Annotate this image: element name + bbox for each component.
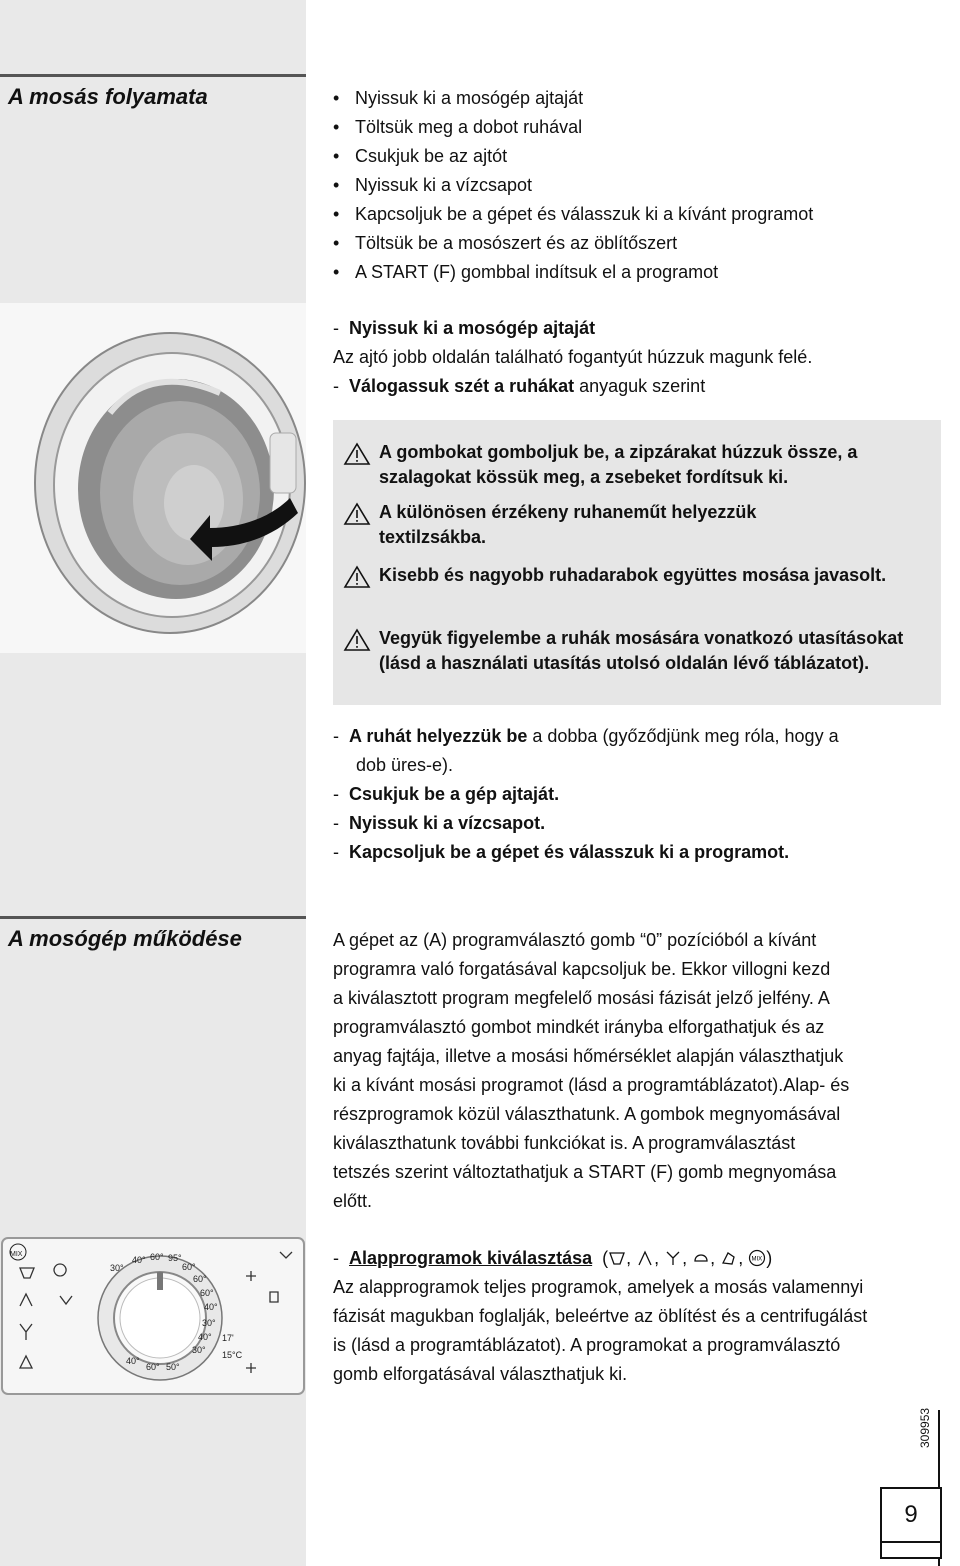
list-item: • Töltsük be a mosószert és az öblítőszert (333, 229, 813, 258)
dial-temp: 60° (182, 1262, 196, 1272)
page-number-box (880, 1487, 942, 1559)
step-load-laundry-cont: dob üres-e). (356, 755, 454, 775)
delicate-icon (664, 1249, 682, 1267)
step-sort-laundry: - Válogassuk szét a ruhákat anyaguk szerint (333, 376, 706, 396)
section-title-wash-process: A mosás folyamata (8, 84, 208, 109)
dial-temp: 30° (202, 1318, 216, 1328)
warning-item: A különösen érzékeny ruhaneműt helyezzük textilzsákba. (343, 500, 933, 550)
section-rule-2 (0, 916, 306, 919)
section-title-machine-operation: A mosógép működése (8, 926, 242, 951)
warning-triangle-icon (343, 565, 371, 589)
hand-wash-icon (720, 1249, 738, 1267)
step-load-laundry: - A ruhát helyezzük be a dobba (győződjünk meg róla, hogy a (333, 726, 839, 746)
step-open-door-detail: Az ajtó jobb oldalán található fogantyút húzzuk magunk felé. (333, 347, 813, 367)
operation-paragraph: A gépet az (A) programválasztó gomb “0” pozícióból a kívánt programra való forgatásával kapcsoljuk be. Ekkor villogni kezd a kiválasztott program megfelelő mosási fázisát jelző jelfény. A programválasztó gombot mindkét irányba elforgathatjuk és az anyag fajtája, illetve a mosási hőmérséklet alapján választhatjuk ki a kívánt mosási programot (lásd a programtáblázatot).Alap- és részprogramok közül választhatunk. A gombok megnyomásával kiválaszthatunk további funkciókat is. A programválasztást tetszés szerint változtathatjuk a START (F) gomb megnyomása előtt. (333, 930, 850, 1211)
dial-temp: 60° (193, 1274, 207, 1284)
warning-item: Kisebb és nagyobb ruhadarabok együttes mosása javasolt. (343, 563, 933, 588)
washing-machine-door-illustration (0, 303, 306, 653)
list-item: • Töltsük meg a dobot ruhával (333, 113, 813, 142)
warning-item: Vegyük figyelembe a ruhák mosására vonatkozó utasításokat (lásd a használati utasítás utolsó oldalán lévő táblázatot). (343, 626, 933, 676)
list-item: • Csukjuk be az ajtót (333, 142, 813, 171)
wash-steps-list (333, 84, 813, 287)
dial-temp: 30° (192, 1345, 206, 1355)
dial-extra: 17' (222, 1333, 234, 1343)
step-open-door: - Nyissuk ki a mosógép ajtaját (333, 318, 596, 338)
list-item: • Nyissuk ki a mosógép ajtaját (333, 84, 813, 113)
dial-temp: 50° (166, 1362, 180, 1372)
list-item: • Nyissuk ki a vízcsapot (333, 171, 813, 200)
mix-icon (748, 1249, 766, 1267)
dial-temp: 60° (146, 1362, 160, 1372)
warning-box (333, 420, 941, 705)
list-item: • Kapcsoljuk be a gépet és válasszuk ki a kívánt programot (333, 200, 813, 229)
svg-text:MIX: MIX (751, 1256, 763, 1263)
page-number: 9 (882, 1489, 940, 1543)
dial-temp: 40° (126, 1356, 140, 1366)
synthetic-icon (636, 1249, 654, 1267)
step-switch-on: - Kapcsoljuk be a gépet és válasszuk ki a programot. (333, 842, 790, 862)
warning-triangle-icon (343, 442, 371, 466)
step-open-tap: - Nyissuk ki a vízcsapot. (333, 813, 546, 833)
mix-icon: MIX (10, 1251, 23, 1258)
dial-extra: 15°C (222, 1350, 243, 1360)
dial-temp: 40° (204, 1302, 218, 1312)
warning-triangle-icon (343, 502, 371, 526)
dial-temp: 40° (132, 1255, 146, 1265)
program-dial-illustration (0, 1236, 306, 1396)
warning-item: A gombokat gomboljuk be, a zipzárakat húzzuk össze, a szalagokat kössük meg, a zsebeket fordítsuk ki. (343, 440, 933, 490)
dial-temp: 95° (168, 1253, 182, 1263)
step-close-door: - Csukjuk be a gép ajtaját. (333, 784, 560, 804)
dial-temp: 60° (200, 1288, 214, 1298)
dial-temp: 40° (198, 1332, 212, 1342)
base-programs-heading: - Alapprogramok kiválasztása ( , , , , , MIX ) (333, 1248, 773, 1268)
document-number: 309953 (918, 1407, 932, 1448)
section-rule-1 (0, 74, 306, 77)
base-programs-paragraph: Az alapprogramok teljes programok, amelyek a mosás valamennyi fázisát magukban foglalják, beleértve az öblítést és a centrifugálást is (lásd a programtáblázatot). A programokat a programválasztó gomb elforgatásával választhatjuk ki. (333, 1277, 868, 1384)
dial-temp: 30° (110, 1263, 124, 1273)
list-item: • A START (F) gombbal indítsuk el a programot (333, 258, 813, 287)
wool-icon (692, 1249, 710, 1267)
dial-temp: 60° (150, 1252, 164, 1262)
warning-triangle-icon (343, 628, 371, 652)
cotton-icon (608, 1249, 626, 1267)
